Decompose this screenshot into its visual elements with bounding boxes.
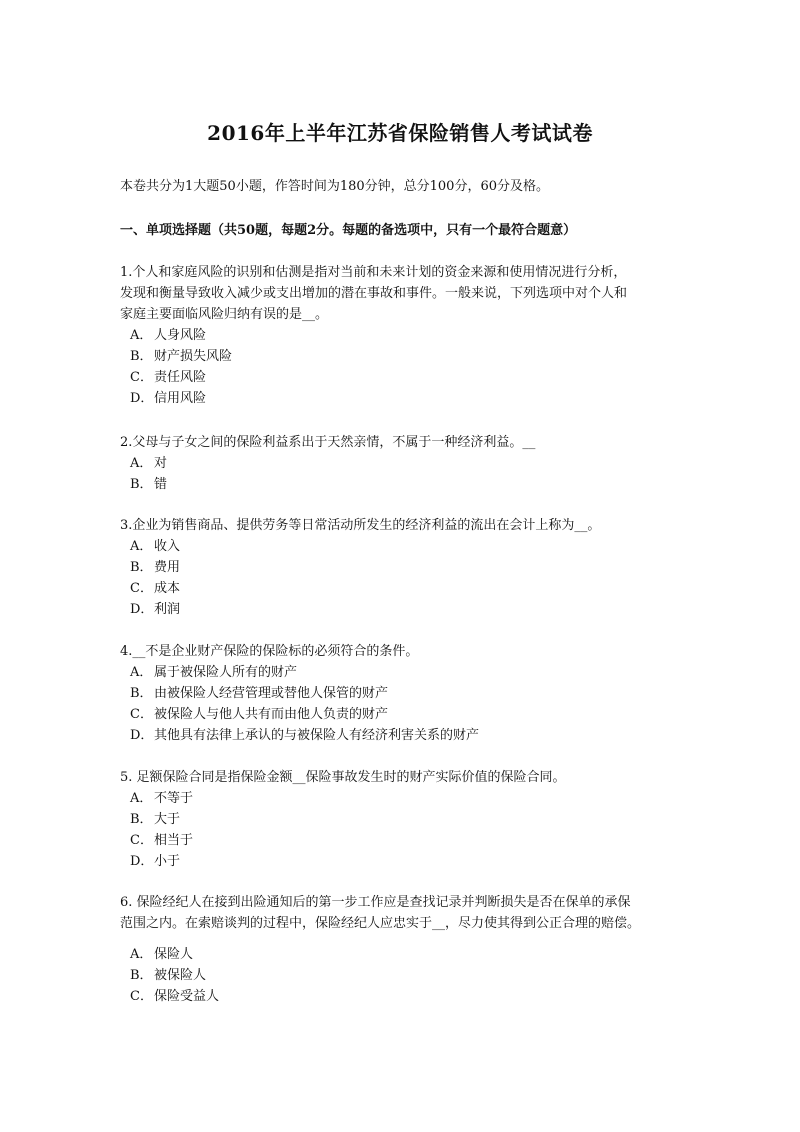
option-text: 费用: [154, 560, 181, 575]
question-2: [120, 432, 690, 495]
question-text-line: 6. 保险经纪人在接到出险通知后的第一步工作应是查找记录并判断损失是否在保单的承保: [120, 895, 631, 910]
option-b: [120, 557, 690, 578]
question-text-line: 2.父母与子女之间的保险利益系出于天然亲情，不属于一种经济利益。__: [120, 435, 536, 450]
option-letter: B．: [130, 560, 153, 575]
option-c: [120, 830, 690, 851]
option-b: [120, 346, 690, 367]
option-letter: B．: [130, 812, 153, 827]
option-letter: C．: [130, 370, 153, 385]
option-text: 人身风险: [154, 328, 207, 343]
option-letter: C．: [130, 581, 153, 596]
option-c: [120, 704, 690, 725]
option-a: [120, 536, 690, 557]
option-letter: A．: [130, 665, 153, 680]
option-letter: A．: [130, 947, 153, 962]
option-letter: A．: [130, 456, 153, 471]
option-text: 被保险人与他人共有而由他人负责的财产: [154, 707, 389, 722]
option-b: [120, 809, 690, 830]
option-text: 错: [154, 477, 168, 492]
option-letter: D．: [130, 391, 154, 406]
question-text-line: 范围之内。在索赔谈判的过程中，保险经纪人应忠实于__，尽力使其得到公正合理的赔偿。: [120, 916, 641, 931]
option-text: 保险受益人: [154, 989, 220, 1004]
option-letter: D．: [130, 602, 154, 617]
question-6: [120, 892, 690, 1007]
option-text: 大于: [154, 812, 181, 827]
option-d: [120, 388, 690, 409]
option-letter: B．: [130, 686, 153, 701]
option-b: [120, 683, 690, 704]
option-text: 不等于: [154, 791, 194, 806]
option-text: 其他具有法律上承认的与被保险人有经济利害关系的财产: [154, 728, 480, 743]
option-d: [120, 725, 690, 746]
option-text: 信用风险: [154, 391, 207, 406]
option-letter: B．: [130, 477, 153, 492]
option-b: [120, 965, 690, 986]
exam-title: 2016年上半年江苏省保险销售人考试试卷: [207, 121, 593, 145]
exam-intro: 本卷共分为1大题50小题，作答时间为180分钟，总分100分，60分及格。: [120, 179, 549, 194]
option-text: 相当于: [154, 833, 194, 848]
question-text-line: 1.个人和家庭风险的识别和估测是指对当前和未来计划的资金来源和使用情况进行分析，: [120, 265, 627, 280]
option-letter: A．: [130, 539, 153, 554]
question-4: [120, 641, 690, 746]
option-c: [120, 367, 690, 388]
option-d: [120, 599, 690, 620]
question-5: [120, 767, 690, 872]
option-text: 责任风险: [154, 370, 207, 385]
option-text: 保险人: [154, 947, 194, 962]
option-text: 收入: [154, 539, 181, 554]
option-c: [120, 986, 690, 1007]
option-text: 由被保险人经营管理或替他人保管的财产: [154, 686, 389, 701]
option-letter: A．: [130, 328, 153, 343]
option-text: 财产损失风险: [154, 349, 233, 364]
option-text: 被保险人: [154, 968, 207, 983]
option-letter: C．: [130, 707, 153, 722]
question-text-line: 发现和衡量导致收入减少或支出增加的潜在事故和事件。一般来说，下列选项中对个人和: [120, 286, 628, 301]
option-letter: C．: [130, 833, 153, 848]
option-a: [120, 788, 690, 809]
option-a: [120, 944, 690, 965]
option-text: 小于: [154, 854, 181, 869]
question-text-line: 家庭主要面临风险归纳有误的是__。: [120, 307, 329, 322]
option-a: [120, 662, 690, 683]
option-letter: B．: [130, 968, 153, 983]
option-letter: C．: [130, 989, 153, 1004]
question-1: [120, 262, 690, 409]
option-letter: D．: [130, 728, 154, 743]
option-text: 对: [154, 456, 168, 471]
question-3: [120, 515, 690, 620]
option-text: 成本: [154, 581, 181, 596]
option-a: [120, 325, 690, 346]
question-text-line: 5. 足额保险合同是指保险金额__保险事故发生时的财产实际价值的保险合同。: [120, 770, 566, 785]
option-text: 属于被保险人所有的财产: [154, 665, 298, 680]
option-d: [120, 851, 690, 872]
option-a: [120, 453, 690, 474]
section-heading: 一、单项选择题（共50题，每题2分。每题的备选项中，只有一个最符合题意）: [120, 223, 577, 238]
option-letter: A．: [130, 791, 153, 806]
option-text: 利润: [154, 602, 181, 617]
option-b: [120, 474, 690, 495]
option-letter: B．: [130, 349, 153, 364]
option-letter: D．: [130, 854, 154, 869]
question-text-line: 4.__不是企业财产保险的保险标的必须符合的条件。: [120, 644, 419, 659]
question-text-line: 3.企业为销售商品、提供劳务等日常活动所发生的经济利益的流出在会计上称为__。: [120, 518, 601, 533]
option-c: [120, 578, 690, 599]
